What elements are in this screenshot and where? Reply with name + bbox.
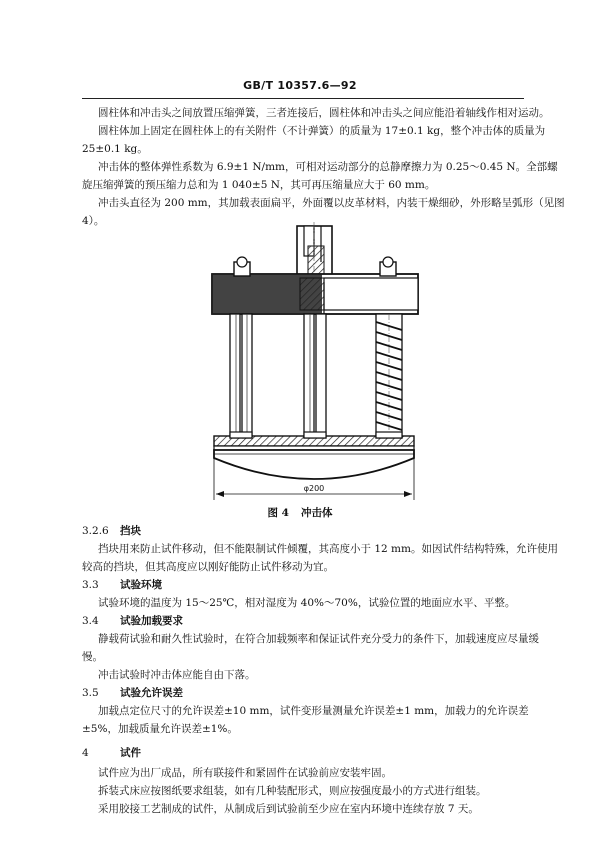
section-4-line3: 采用胶接工艺制成的试件，从制成后到试验前至少应在室内环境中连续存放 7 天。 bbox=[98, 803, 479, 815]
section-3-4-line1: 静载荷试验和耐久性试验时，在符合加载频率和保证试件充分受力的条件下，加载速度应尽量缓 bbox=[98, 633, 539, 645]
section-4-line1: 试件应为出厂成品，所有联接件和紧固件在试验前应安装牢固。 bbox=[98, 767, 392, 779]
impact-body-figure bbox=[200, 222, 440, 502]
center-guide-rods bbox=[304, 314, 326, 438]
figure-label: 图 4 bbox=[267, 507, 289, 519]
paragraph-impact-head-line1: 冲击头直径为 200 mm，其加载表面扁平，外面覆以皮革材料，内装干燥细砂，外形略呈弧形（见图 bbox=[98, 197, 565, 209]
section-3-2-6-line2: 较高的挡块，但其高度应以刚好能防止试件移动为宜。 bbox=[82, 561, 334, 573]
section-number: 3.5 bbox=[82, 687, 99, 699]
top-plate bbox=[212, 274, 418, 314]
header-rule bbox=[82, 98, 524, 99]
section-number: 3.2.6 bbox=[82, 525, 109, 537]
section-3-5-heading bbox=[82, 686, 183, 700]
section-title: 试验允许误差 bbox=[120, 687, 183, 699]
section-number: 3.4 bbox=[82, 615, 99, 627]
section-title: 试件 bbox=[120, 747, 141, 759]
section-3-2-6-heading bbox=[82, 524, 141, 538]
section-3-4-line2: 慢。 bbox=[82, 651, 103, 663]
impact-head bbox=[214, 450, 414, 479]
section-3-5-line1: 加载点定位尺寸的允许误差±10 mm，试件变形量测量允许误差±1 mm，加载力的允许误差 bbox=[98, 705, 529, 717]
section-3-2-6-line1: 挡块用来防止试件移动，但不能限制试件倾覆，其高度小于 12 mm。如因试件结构特殊，允许使用 bbox=[98, 543, 558, 555]
section-title: 挡块 bbox=[120, 525, 141, 537]
paragraph-mass-line1: 圆柱体加上固定在圆柱体上的有关附件（不计弹簧）的质量为 17±0.1 kg，整个冲击体的质量为 bbox=[98, 125, 546, 137]
section-3-4-line3: 冲击试验时冲击体应能自由下落。 bbox=[98, 669, 256, 681]
section-title: 试验环境 bbox=[120, 579, 162, 591]
diameter-label: φ200 bbox=[303, 484, 325, 493]
bottom-plate bbox=[214, 432, 414, 450]
section-4-heading bbox=[82, 746, 141, 760]
paragraph-impact-head-line2: 4）。 bbox=[82, 215, 105, 227]
paragraph-mass-line2: 25±0.1 kg。 bbox=[82, 143, 148, 155]
section-3-4-heading bbox=[82, 614, 183, 628]
left-guide-rods bbox=[230, 314, 252, 438]
paragraph-elasticity-line1: 冲击体的整体弹性系数为 6.9±1 N/mm，可相对运动部分的总静摩擦力为 0.25～0.45 N。全部螺 bbox=[98, 161, 558, 173]
section-number: 4 bbox=[82, 747, 89, 759]
section-3-5-line2: ±5%，加载质量允许误差±1%。 bbox=[82, 723, 238, 735]
section-4-line2: 拆装式床应按图纸要求组装，如有几种装配形式，则应按强度最小的方式进行组装。 bbox=[98, 785, 487, 797]
figure-title: 冲击体 bbox=[300, 507, 333, 519]
figure-caption bbox=[0, 506, 600, 520]
section-number: 3.3 bbox=[82, 579, 99, 591]
section-title: 试验加载要求 bbox=[120, 615, 183, 627]
lifting-lug bbox=[297, 222, 332, 282]
paragraph-spring-placement: 圆柱体和冲击头之间放置压缩弹簧，三者连接后，圆柱体和冲击头之间应能沿着轴线作相对运动。 bbox=[98, 107, 550, 119]
section-3-3-line1: 试验环境的温度为 15～25℃，相对湿度为 40%～70%，试验位置的地面应水平、平整。 bbox=[98, 597, 516, 609]
right-compression-springs bbox=[376, 314, 402, 438]
section-3-3-heading bbox=[82, 578, 162, 592]
standard-header: GB/T 10357.6—92 bbox=[243, 79, 357, 92]
paragraph-elasticity-line2: 旋压缩弹簧的预压缩力总和为 1 040±5 N，其可再压缩量应大于 60 mm。 bbox=[82, 179, 436, 191]
